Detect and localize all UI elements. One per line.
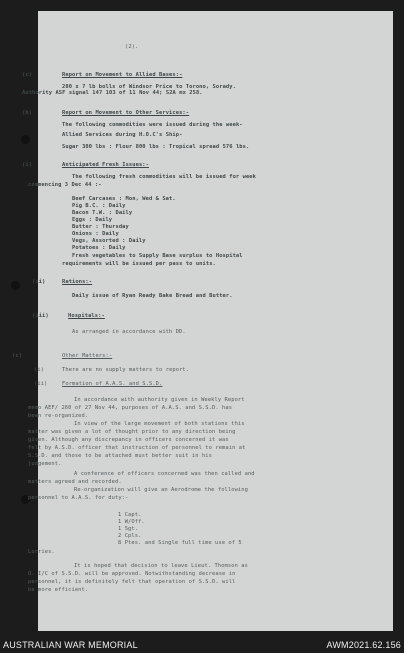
document-line: (ii) bbox=[32, 279, 46, 285]
document-line: S.S.D. and those to be attached must better suit in his bbox=[28, 453, 212, 459]
document-line: Authority ASF signal 147 103 of 11 Nov 44; S2A mx 258. bbox=[22, 90, 203, 96]
document-line: Vegs, Assorted : Daily bbox=[72, 238, 146, 244]
document-line: felt by A.S.D. officer that instruction of personnel to remain at bbox=[28, 445, 246, 451]
document-line: Sugar 300 lbs : Flour 800 lbs : Tropical spread 576 lbs. bbox=[62, 144, 250, 150]
document-line: personnel, it is definitely felt that operation of S.S.D. will bbox=[28, 579, 236, 585]
document-line: (i) bbox=[34, 367, 45, 373]
document-line: (b) bbox=[22, 110, 33, 116]
document-line: 2 Cpls. bbox=[118, 533, 142, 539]
document-line: commencing 3 Dec 44 :- bbox=[28, 182, 102, 188]
document-line: A conference of officers concerned was then called and bbox=[74, 471, 255, 477]
document-line: It is hoped that decision to leave Lieut. Thomson as bbox=[74, 563, 248, 569]
document-line: (c) bbox=[22, 72, 33, 78]
document-line: be more efficient. bbox=[28, 587, 89, 593]
document-line: Beef Carcases : Mon, Wed & Sat. bbox=[72, 196, 176, 202]
document-line: Report on Movement to Allied Bases:- bbox=[62, 72, 183, 78]
document-line: requirements will be issued per pass to units. bbox=[62, 261, 216, 267]
document-line: Potatoes : Daily bbox=[72, 245, 126, 251]
footer-credit: AUSTRALIAN WAR MEMORIAL bbox=[3, 640, 138, 650]
document-line: Fresh vegetables to Supply Base surplus to Hospital bbox=[72, 253, 243, 259]
document-line: Pig B.C. : Daily bbox=[72, 203, 126, 209]
punch-hole-middle bbox=[11, 281, 20, 290]
document-line: judgement. bbox=[28, 461, 62, 467]
document-line: 1 W/Off. bbox=[118, 519, 145, 525]
document-line: O. I/C of S.S.D. will be approved. Notwithstanding decrease in bbox=[28, 571, 236, 577]
document-line: As arranged in accordance with DD. bbox=[72, 329, 186, 335]
document-line: been re-organized. bbox=[28, 413, 89, 419]
document-line: Report on Movement to Other Services:- bbox=[62, 110, 190, 116]
document-line: There are no supply matters to report. bbox=[62, 367, 190, 373]
document-line: (iii) bbox=[32, 313, 49, 319]
document-line: Bacon T.W. : Daily bbox=[72, 210, 133, 216]
document-line: memo AEF/ 260 of 27 Nov 44, purposes of A.A.S. and S.S.D. has bbox=[28, 405, 233, 411]
document-line: given. Although any discrepancy in officers concerned it was bbox=[28, 437, 229, 443]
document-line: 1 Sgt. bbox=[118, 526, 139, 532]
document-line: (c) bbox=[12, 353, 23, 359]
document-page bbox=[12, 11, 393, 631]
document-line: Other Matters:- bbox=[62, 353, 113, 359]
document-line: Lorries. bbox=[28, 549, 55, 555]
footer-accession-number: AWM2021.62.156 bbox=[326, 640, 401, 650]
document-line: In view of the large movement of both stations this bbox=[74, 421, 245, 427]
document-line: In accordance with authority given in Weekly Report bbox=[74, 397, 245, 403]
document-line: (2). bbox=[125, 44, 139, 50]
document-line: (ii) bbox=[34, 381, 48, 387]
document-line: Eggs : Daily bbox=[72, 217, 113, 223]
document-line: The following fresh commodities will be issued for week bbox=[72, 174, 256, 180]
document-line: matter was given a lot of thought prior to any direction being bbox=[28, 429, 236, 435]
document-line: Hospitals:- bbox=[68, 313, 105, 319]
document-line: personnel to A.A.S. for duty:- bbox=[28, 495, 129, 501]
document-line: 8 Ptes. and Single full time use of 5 bbox=[118, 540, 242, 546]
document-line: Butter : Thursday bbox=[72, 224, 129, 230]
document-line: Onions : Daily bbox=[72, 231, 119, 237]
document-line: Anticipated Fresh Issues:- bbox=[62, 162, 149, 168]
document-line: Rations:- bbox=[62, 279, 93, 285]
document-line: (i) bbox=[22, 162, 33, 168]
document-line: 1 Capt. bbox=[118, 512, 142, 518]
document-line: matters agreed and recorded. bbox=[28, 479, 122, 485]
document-line: Allied Services during H.O.C's Ship- bbox=[62, 132, 183, 138]
document-line: The following commodities were issued during the week- bbox=[62, 122, 243, 128]
document-line: Formation of A.A.S. and S.S.D. bbox=[62, 381, 163, 387]
document-line: Re-organization will give an Aerodrome the following bbox=[74, 487, 248, 493]
punch-hole-top bbox=[21, 135, 30, 144]
document-line: Daily issue of Ryan Ready Bake Bread and Butter. bbox=[72, 293, 233, 299]
document-line: 200 x 7 lb bolls of Windsor Price to Torono, Sorady. bbox=[62, 84, 236, 90]
